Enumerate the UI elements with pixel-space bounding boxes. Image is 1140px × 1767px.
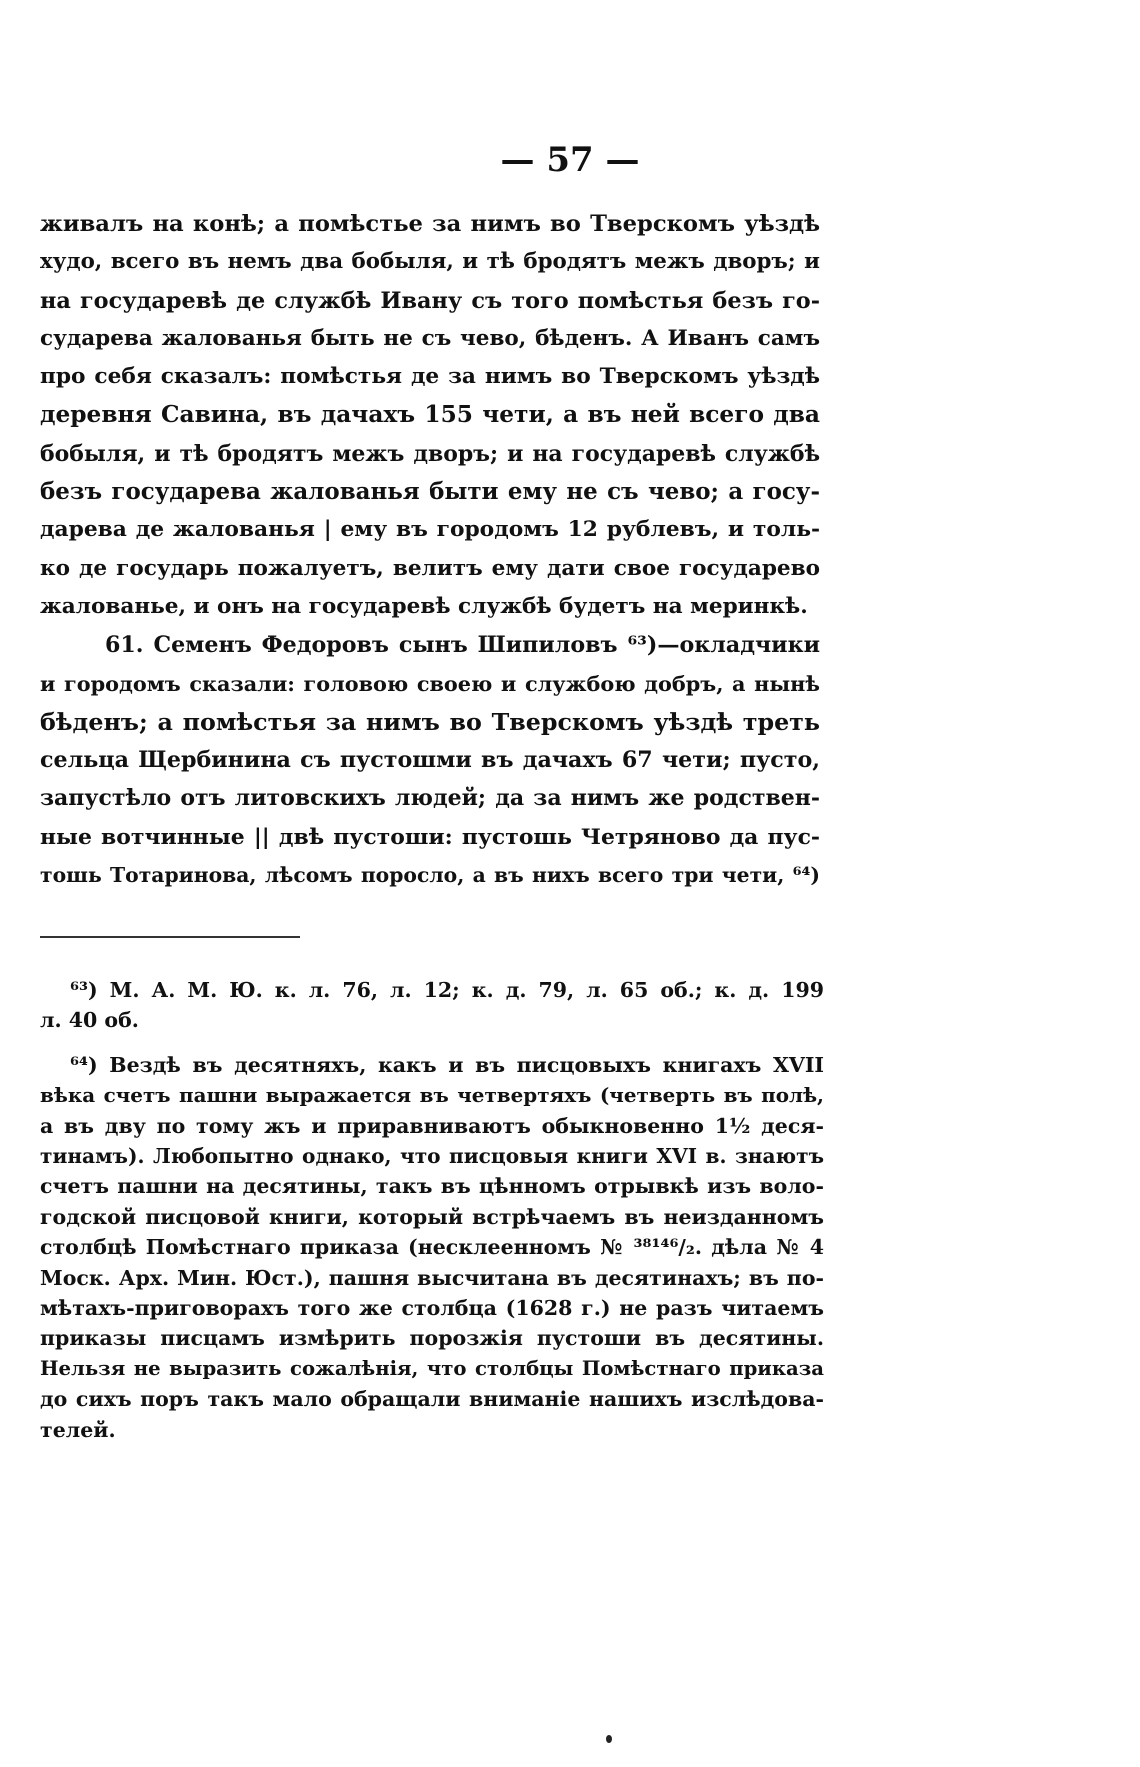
text-line: бѣденъ; а помѣстья за нимъ во Тверскомъ уѣздѣ треть [40, 707, 820, 736]
text-line: деревня Савина, въ дачахъ 155 чети, а въ ней всего два [40, 401, 820, 429]
text-line: сельца Щербинина съ пустошми въ дачахъ 67 чети; пусто, [40, 747, 820, 774]
text-line: запустѣло отъ литовскихъ людей; да за нимъ же родствен- [40, 785, 820, 812]
page-number: — 57 — [500, 140, 640, 180]
footnote-line: мѣтахъ-приговорахъ того же столбца (1628 г.) не разъ читаемъ [40, 1296, 824, 1321]
text-line: безъ государева жалованья быти ему не съ чево; а госу- [40, 478, 820, 506]
text-line: бобыля, и тѣ бродятъ межъ дворъ; и на государевѣ службѣ [40, 440, 820, 467]
footnote-line: столбцѣ Помѣстнаго приказа (несклеенномъ № ³⁸¹⁴⁶/₂. дѣла № 4 [40, 1235, 824, 1260]
text-line: жалованье, и онъ на государевѣ службѣ будетъ на меринкѣ. [40, 593, 808, 619]
footnote-line: годской писцовой книги, который встрѣчаемъ въ неизданномъ [40, 1204, 824, 1229]
footnote-line: вѣка счетъ пашни выражается въ четвертяхъ (четверть въ полѣ, [40, 1083, 824, 1108]
footnote-line: до сихъ поръ такъ мало обращали вниманіе нашихъ изслѣдова- [40, 1387, 824, 1412]
footnote-divider [40, 936, 300, 938]
text-line: сударева жалованья быть не съ чево, бѣденъ. А Иванъ самъ [40, 325, 820, 351]
footnote-line: тинамъ). Любопытно однако, что писцовыя книги XVI в. знаютъ [40, 1144, 824, 1169]
text-line: дарева де жалованья | ему въ городомъ 12 рублевъ, и толь- [40, 517, 820, 543]
text-line: тошь Тотаринова, лѣсомъ поросло, а въ нихъ всего три чети, ⁶⁴) [40, 863, 820, 888]
footnote-line: Нельзя не выразить сожалѣнія, что столбцы Помѣстнаго приказа [40, 1356, 824, 1380]
footnote-64 [40, 1050, 824, 1445]
main-text [40, 205, 820, 894]
footnote-line: а въ дву по тому жъ и приравниваютъ обыкновенно 1½ деся- [40, 1113, 824, 1138]
text-line: 61. Семенъ Федоровъ сынъ Шипиловъ ⁶³)—окладчики [105, 632, 820, 659]
text-line: ные вотчинные || двѣ пустоши: пустошь Четряново да пус- [40, 823, 820, 850]
footnote-63 [40, 975, 824, 1036]
footnote-line: ⁶³) М. А. М. Ю. к. л. 76, л. 12; к. д. 79, л. 65 об.; к. д. 199 [70, 978, 824, 1002]
footnote-line: счетъ пашни на десятины, такъ въ цѣнномъ отрывкѣ изъ воло- [40, 1174, 824, 1199]
text-line: на государевѣ де службѣ Ивану съ того помѣстья безъ го- [40, 287, 820, 314]
text-line: и городомъ сказали: головою своею и службою добръ, а нынѣ [40, 670, 820, 696]
text-line: худо, всего въ немъ два бобыля, и тѣ бродятъ межъ дворъ; и [40, 249, 820, 275]
ink-dot [606, 1735, 612, 1743]
text-line: живалъ на конѣ; а помѣстье за нимъ во Тверскомъ уѣздѣ [40, 211, 820, 237]
text-line: ко де государь пожалуетъ, велитъ ему дати свое государево [40, 555, 820, 581]
footnotes [40, 975, 824, 1445]
footnote-line: л. 40 об. [40, 1008, 139, 1033]
footnote-line: Моск. Арх. Мин. Юст.), пашня высчитана въ десятинахъ; въ по- [40, 1265, 824, 1290]
text-line: про себя сказалъ: помѣстья де за нимъ во Тверскомъ уѣздѣ [40, 364, 820, 390]
footnote-line: ⁶⁴) Вездѣ въ десятняхъ, какъ и въ писцовыхъ книгахъ XVII [70, 1052, 824, 1077]
footnote-line: телей. [40, 1417, 116, 1442]
footnote-line: приказы писцамъ измѣрить порозжія пустоши въ десятины. [40, 1326, 824, 1351]
